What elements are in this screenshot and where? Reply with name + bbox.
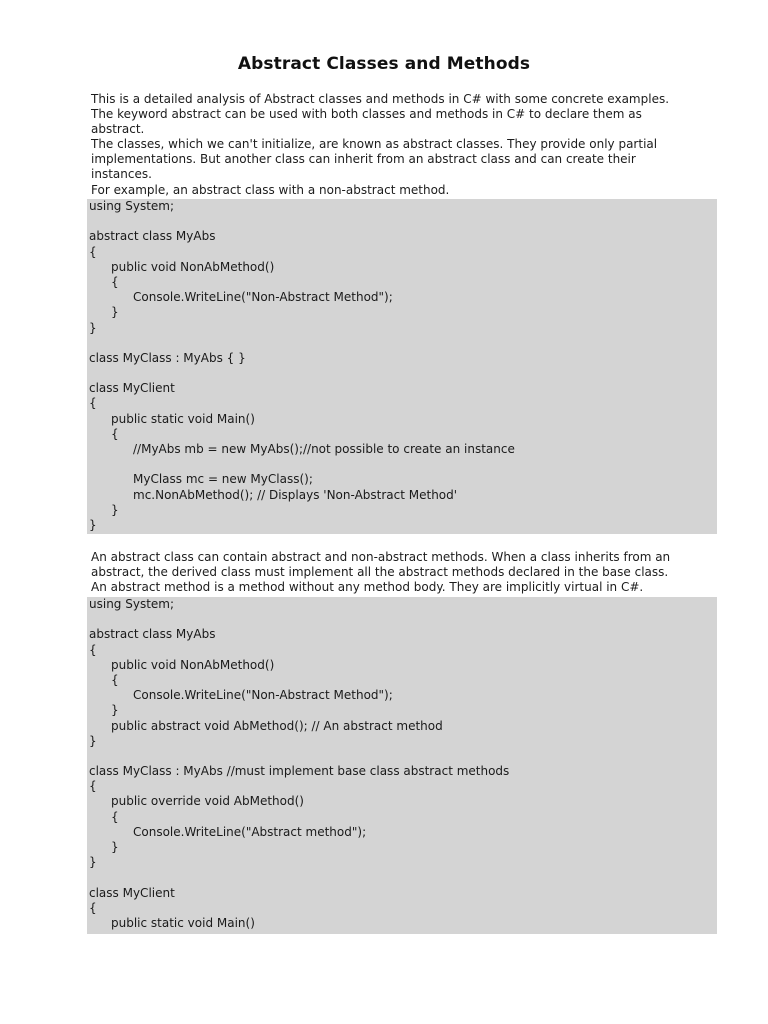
code-line: { [89, 900, 97, 915]
code-line: abstract class MyAbs [89, 627, 216, 642]
code-line: public void NonAbMethod() [111, 657, 275, 672]
code-line: { [111, 426, 119, 441]
code-line: { [89, 642, 97, 657]
code-line: } [111, 502, 119, 517]
code-line: Console.WriteLine("Non-Abstract Method"); [133, 688, 393, 703]
code-line: class MyClass : MyAbs { } [89, 350, 246, 365]
code-line: } [89, 320, 97, 335]
abstract-method-paragraph [91, 550, 713, 595]
code-line: { [89, 396, 97, 411]
code-line: public static void Main() [111, 915, 255, 930]
code-line: { [111, 672, 119, 687]
code-line: } [89, 855, 97, 870]
code-line-blank [87, 457, 717, 472]
code-line: { [111, 274, 119, 289]
code-line: Console.WriteLine("Non-Abstract Method"); [133, 290, 393, 305]
code-line: public override void AbMethod() [111, 794, 304, 809]
code-line: Console.WriteLine("Abstract method"); [133, 824, 367, 839]
code-line: class MyClient [89, 885, 175, 900]
code-line-blank [87, 214, 717, 229]
code-line-blank [87, 612, 717, 627]
code-line: MyClass mc = new MyClass(); [133, 472, 313, 487]
text-line: abstract. [91, 122, 145, 137]
code-line: class MyClass : MyAbs //must implement base class abstract methods [89, 764, 510, 779]
code-line: } [111, 305, 119, 320]
code-line: class MyClient [89, 381, 175, 396]
page-title: Abstract Classes and Methods [237, 54, 531, 74]
code-line: } [89, 733, 97, 748]
text-line: An abstract class can contain abstract and non-abstract methods. When a class inherits from an [91, 550, 671, 564]
code-line: } [111, 840, 119, 854]
text-line: The keyword abstract can be used with both classes and methods in C# to declare them as [91, 107, 642, 122]
text-line: The classes, which we can't initialize, are known as abstract classes. They provide only partial [91, 137, 658, 152]
code-line: } [89, 517, 97, 532]
code-line-blank [87, 749, 717, 764]
intro-paragraph [91, 92, 713, 198]
text-line: An abstract method is a method without any method body. They are implicitly virtual in C#. [91, 580, 644, 595]
text-line: This is a detailed analysis of Abstract classes and methods in C# with some concrete examples. [91, 92, 670, 106]
code-line: public void NonAbMethod() [111, 259, 275, 274]
code-line: using System; [89, 597, 175, 611]
text-line: instances. [91, 167, 152, 182]
text-line: For example, an abstract class with a non-abstract method. [91, 182, 450, 197]
code-line: { [89, 779, 97, 794]
code-line: { [111, 809, 119, 824]
code-line-blank [87, 336, 717, 351]
text-line: abstract, the derived class must implement all the abstract methods declared in the base class. [91, 565, 669, 580]
code-line: public abstract void AbMethod(); // An abstract method [111, 718, 443, 733]
code-line: //MyAbs mb = new MyAbs();//not possible to create an instance [133, 442, 515, 456]
code-block-1 [87, 199, 717, 534]
text-line: implementations. But another class can inherit from an abstract class and can create their [91, 152, 636, 167]
code-line: public static void Main() [111, 411, 255, 426]
code-line: mc.NonAbMethod(); // Displays 'Non-Abstract Method' [133, 487, 458, 502]
code-line: using System; [89, 199, 175, 213]
code-block-2 [87, 597, 717, 934]
code-line-blank [87, 366, 717, 381]
code-line: { [89, 244, 97, 259]
code-line-blank [87, 870, 717, 885]
code-line: abstract class MyAbs [89, 229, 216, 244]
code-line: } [111, 703, 119, 718]
